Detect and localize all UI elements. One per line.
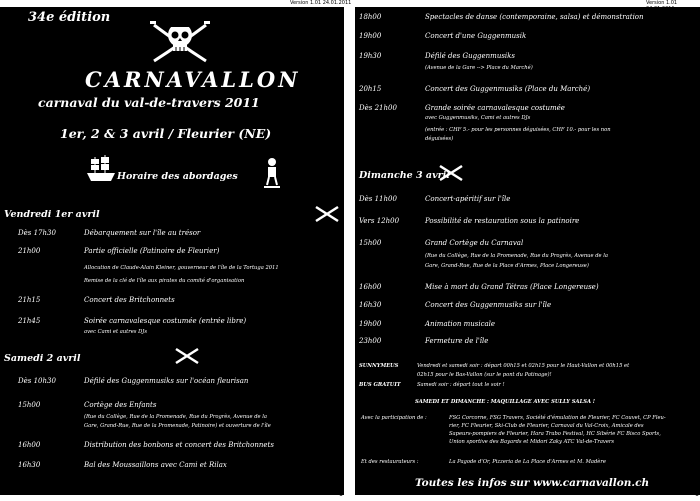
event-text: Grand Cortège du Carnaval	[425, 239, 524, 247]
event-text: Cortège des Enfants	[84, 401, 157, 409]
event-time: 16h00	[18, 441, 41, 449]
event-detail: avec Guggenmusiks, Cami et autres DJs	[425, 115, 531, 121]
event-detail: avec Cami et autres DJs	[84, 329, 148, 335]
event-detail: Gare, Grand-Rue, Rue de la Promenade, Patinoire) et ouverture de l'île	[84, 423, 271, 429]
event-time: 19h00	[359, 320, 382, 328]
sunnymeus-text: 02h15 pour le Bas-Vallon (sur le pont du Patinage)!	[417, 372, 552, 378]
crossed-swords-icon	[314, 205, 340, 223]
event-time: Dès 21h00	[359, 104, 397, 112]
event-time: 19h30	[359, 52, 382, 60]
event-time: Dès 10h30	[18, 377, 56, 385]
event-text: Concert des Britchonnets	[84, 296, 175, 304]
crossed-swords-icon	[174, 347, 200, 365]
event-time: Dès 11h00	[359, 195, 397, 203]
event-text: Spectacles de danse (contemporaine, salsa) et démonstration	[425, 13, 644, 21]
event-detail: déguisées)	[425, 136, 454, 142]
event-time: 21h15	[18, 296, 41, 304]
event-text: Concert des Guggenmusiks sur l'île	[425, 301, 552, 309]
event-detail: (Rue du Collège, Rue de la Promenade, Rue du Progrès, Avenue de la	[84, 414, 268, 420]
skull-crossbones-icon	[148, 17, 212, 65]
sunnymeus-text: Vendredi et samedi soir : départ 00h15 et 02h15 pour le Haut-Vallon et 00h15 et	[417, 363, 630, 369]
event-text: Mise à mort du Grand Tétras (Place Longereuse)	[425, 283, 599, 291]
event-time: 16h00	[359, 283, 382, 291]
partner-line: FSG Corcorne, FSG Travers, Société d'émulation de Fleurier, FC Couvet, CP Fleu-	[449, 415, 666, 421]
version-label-left: Version 1.01 24.01.2011	[290, 0, 352, 6]
crossed-swords-icon	[438, 164, 464, 182]
event-time: 21h00	[18, 247, 41, 255]
bus-text: Samedi soir : départ tout le soir !	[417, 382, 505, 388]
partner-line: Union sportive des Bayards et Midori Zaky ATC Val-de-Travers	[449, 439, 615, 445]
event-text: Défilé des Guggenmusiks	[425, 52, 515, 60]
partner-line: Sapeurs-pompiers de Fleurier, Hara Trabo Festival, HC Sibérie FC Bisco Sports,	[449, 431, 661, 437]
subtitle: carnaval du val-de-travers 2011	[38, 95, 260, 110]
event-text: Concert des Guggenmusiks (Place du Marché)	[425, 85, 591, 93]
event-time: 16h30	[18, 461, 41, 469]
footer-website: Toutes les infos sur www.carnavallon.ch	[415, 477, 650, 489]
event-text: Concert-apéritif sur l'île	[425, 195, 511, 203]
event-time: 15h00	[359, 239, 382, 247]
event-detail: Remise de la clé de l'île aux pirates du comité d'organisation	[84, 278, 245, 284]
title: CARNAVALLON	[85, 67, 301, 92]
horaire-title: Horaire des abordages	[117, 171, 238, 182]
dates: 1er, 2 & 3 avril / Fleurier (NE)	[60, 126, 272, 141]
event-time: 23h00	[359, 337, 382, 345]
event-text: Partie officielle (Patinoire de Fleurier)	[84, 247, 220, 255]
event-text: Grande soirée carnavalesque costumée	[425, 104, 565, 112]
event-time: 18h00	[359, 13, 382, 21]
event-detail: (Rue du Collège, Rue de la Promenade, Rue du Progrès, Avenue de la	[425, 253, 609, 259]
event-detail: (Avenue de la Gare --> Place du Marché)	[425, 65, 533, 71]
event-time: Vers 12h00	[359, 217, 400, 225]
event-time: 16h30	[359, 301, 382, 309]
day-heading-saturday: Samedi 2 avril	[4, 353, 81, 364]
maquillage-note: SAMEDI ET DIMANCHE : MAQUILLAGE AVEC SULLY SALSA !	[415, 399, 596, 405]
day-heading-friday: Vendredi 1er avril	[4, 209, 100, 220]
day-heading-sunday: Dimanche 3 avril	[359, 170, 450, 181]
event-text: Défilé des Guggenmusiks sur l'océan fleurisan	[84, 377, 249, 385]
event-text: Fermeture de l'île	[425, 337, 489, 345]
restaurateurs-text: La Pagode d'Or, Pizzeria de La Place d'Armes et M. Madère	[449, 459, 606, 465]
program-page-left	[0, 7, 344, 495]
event-text: Bal des Moussaillons avec Cami et Rilax	[84, 461, 227, 469]
event-text: Distribution des bonbons et concert des Britchonnets	[84, 441, 274, 449]
partners-label: Avec la participation de :	[361, 415, 427, 421]
program-page-right	[355, 7, 700, 495]
event-detail: (entrée : CHF 5.- pour les personnes déguisées, CHF 10.- pour les non	[425, 127, 611, 133]
edition-label: 34e édition	[28, 10, 111, 25]
version-label-right: Version 1.01	[646, 0, 678, 6]
event-time: 20h15	[359, 85, 382, 93]
event-time: Dès 17h30	[18, 229, 56, 237]
partner-line: rier, FC Fleurier, Ski-Club de Fleurier, Carnaval du Val-Croix, Amicale des	[449, 423, 644, 429]
event-time: 15h00	[18, 401, 41, 409]
page-number-right: 1	[695, 491, 699, 498]
sunnymeus-label: SUNNYMEUS	[359, 363, 399, 369]
event-text: Soirée carnavalesque costumée (entrée libre)	[84, 317, 247, 325]
event-detail: Gare, Grand-Rue, Rue de la Place d'Armes, Place Longereuse)	[425, 263, 589, 269]
pirate-figure-icon	[262, 157, 282, 189]
restaurateurs-label: Et des restaurateurs :	[361, 459, 419, 465]
event-time: 19h00	[359, 32, 382, 40]
event-text: Concert d'une Guggenmusik	[425, 32, 527, 40]
bus-label: BUS GRATUIT	[359, 382, 401, 388]
event-text: Possibilité de restauration sous la patinoire	[425, 217, 580, 225]
page-number-left: 1	[339, 491, 343, 498]
event-text: Débarquement sur l'île au trésor	[84, 229, 201, 237]
pirate-ship-icon	[85, 153, 117, 183]
event-time: 21h45	[18, 317, 41, 325]
event-text: Animation musicale	[425, 320, 496, 328]
event-detail: Allocution de Claude-Alain Kleiner, gouverneur de l'île de la Tortuga 2011	[84, 265, 279, 271]
